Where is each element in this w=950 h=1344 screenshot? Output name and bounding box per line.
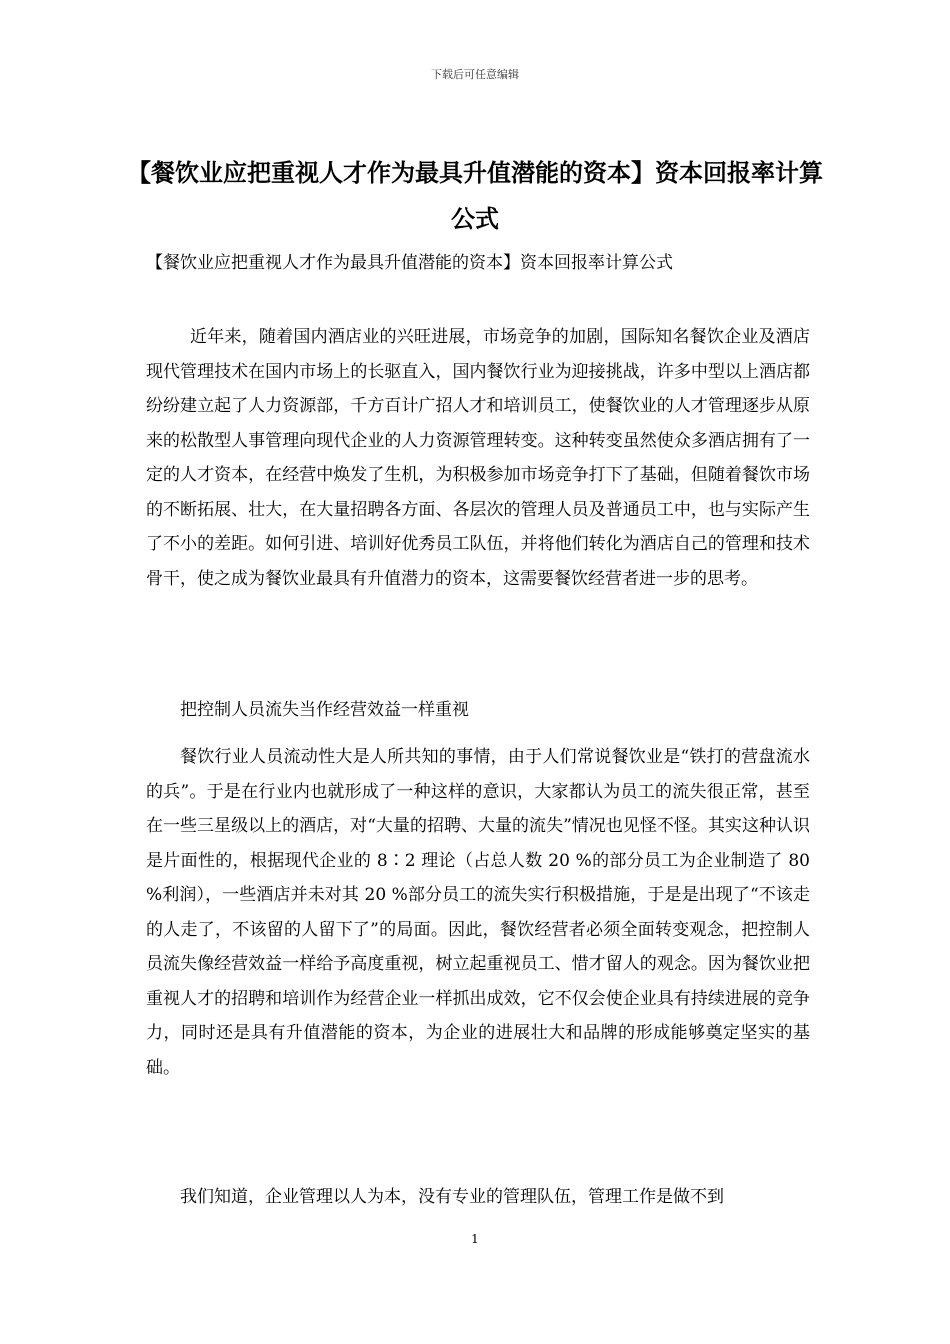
paragraph-intro: 近年来，随着国内酒店业的兴旺进展，市场竞争的加剧，国际知名餐饮企业及酒店现代管理技术在国内市场上的长驱直入，国内餐饮行业为迎接挑战，许多中型以上酒店都纷纷建立起了人力资源部，千方百计广招人才和培训员工，使餐饮业的人才管理逐步从原来的松散型人事管理向现代企业的人力资源管理转变。这种转变虽然使众多酒店拥有了一定的人才资本，在经营中焕发了生机，为积极参加市场竞争打下了基础，但随着餐饮市场的不断拓展、壮大，在大量招聘各方面、各层次的管理人员及普通员工中，也与实际产生了不小的差距。如何引进、培训好优秀员工队伍，并将他们转化为酒店自己的管理和技术骨干，使之成为餐饮业最具有升值潜力的资本，这需要餐饮经营者进一步的思考。	[146, 327, 810, 589]
header-note: 下载后可任意编辑	[431, 68, 519, 81]
page-number: 1	[471, 1232, 479, 1246]
document-title: 【餐饮业应把重视人才作为最具升值潜能的资本】资本回报率计算公式	[127, 159, 823, 233]
section-heading: 把控制人员流失当作经营效益一样重视	[180, 700, 469, 720]
paragraph-body: 餐饮行业人员流动性大是人所共知的事情，由于人们常说餐饮业是“铁打的营盘流水的兵”。于是在行业内也就形成了一种这样的意识，大家都认为员工的流失很正常，甚至在一些三星级以上的酒店，对“大量的招聘、大量的流失”情况也见怪不怪。其实这种认识是片面性的，根据现代企业的 8∶2 理论（占总人数 20 %的部分员工为企业制造了 80 %利润），一些酒店并未对其 20 %部分员工的流失实行积极措施，于是是出现了“不该走的人走了，不该留的人留下了”的局面。因此，餐饮经营者必须全面转变观念，把控制人员流失像经营效益一样给予高度重视，树立起重视员工、惜才留人的观念。因为餐饮业把重视人才的招聘和培训作为经营企业一样抓出成效，它不仅会使企业具有持续进展的竞争力，同时还是具有升值潜能的资本，为企业的进展壮大和品牌的形成能够奠定坚实的基础。	[146, 747, 810, 1078]
document-subtitle: 【餐饮业应把重视人才作为最具升值潜能的资本】资本回报率计算公式	[146, 253, 673, 273]
paragraph-continued: 我们知道，企业管理以人为本，没有专业的管理队伍，管理工作是做不到	[180, 1187, 724, 1207]
